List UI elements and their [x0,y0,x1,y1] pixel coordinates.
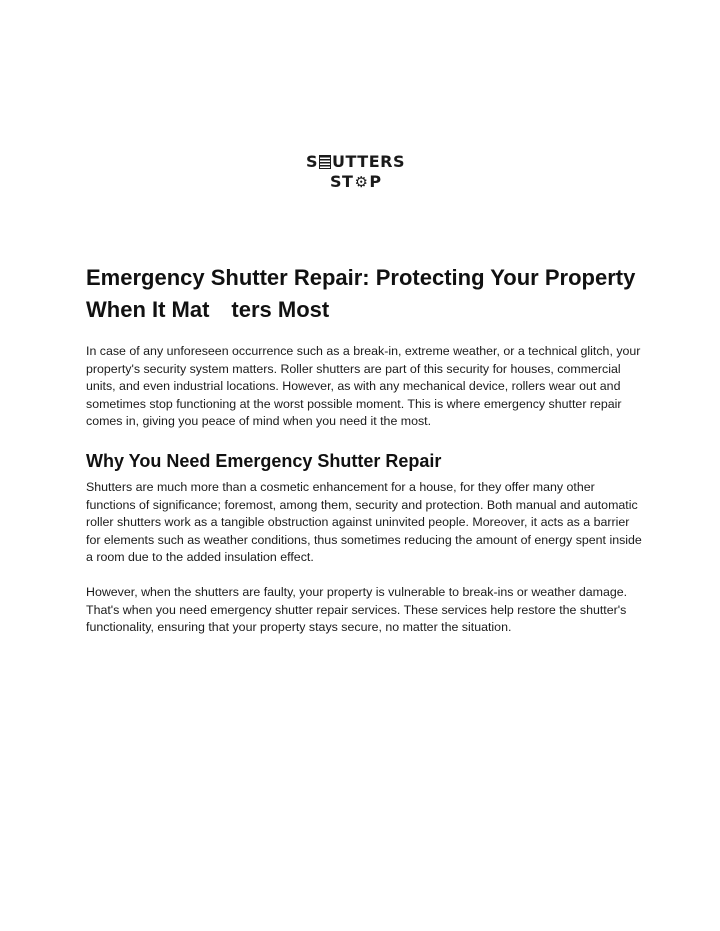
logo-text-s: S [306,152,319,171]
intro-paragraph: In case of any unforeseen occurrence such as a break-in, extreme weather, or a technical glitch, your property's security system matters. Roller shutters are part of this security for houses, commercial units, and even industrial locations. However, as with any mechanical device, rollers wear out and sometimes stop functioning at the worst possible moment. This is where emergency shutter repair comes in, giving you peace of mind when you need it the most. [86,344,641,429]
shutters-stop-logo [306,152,416,196]
logo-text-st: ST [330,172,354,191]
roller-shutter-icon [319,155,331,169]
article-title: Emergency Shutter Repair: Protecting Your Property When It Mat ters Most [86,265,636,322]
article-body [86,262,642,637]
section-paragraph-1: Shutters are much more than a cosmetic enhancement for a house, for they offer many other functions of significance; foremost, among them, security and protection. Both manual and automatic roller shutters work as a tangible obstruction against uninvited people. Moreover, it acts as a barrier for elements such as weather conditions, thus sometimes reducing the amount of energy spent inside a room due to the added insulation effect. [86,479,642,565]
logo-text-utters: UTTERS [332,152,405,171]
section-paragraph-2: However, when the shutters are faulty, your property is vulnerable to break-ins or weather damage. That's when you need emergency shutter repair services. These services help restore the shutter's functionality, ensuring that your property stays secure, no matter the situation. [86,584,628,635]
section-heading: Why You Need Emergency Shutter Repair [86,450,442,471]
gear-icon: ⚙ [354,173,369,191]
logo-line-1 [306,152,416,172]
logo-text-p: P [369,172,382,191]
logo-line-2 [306,172,416,192]
